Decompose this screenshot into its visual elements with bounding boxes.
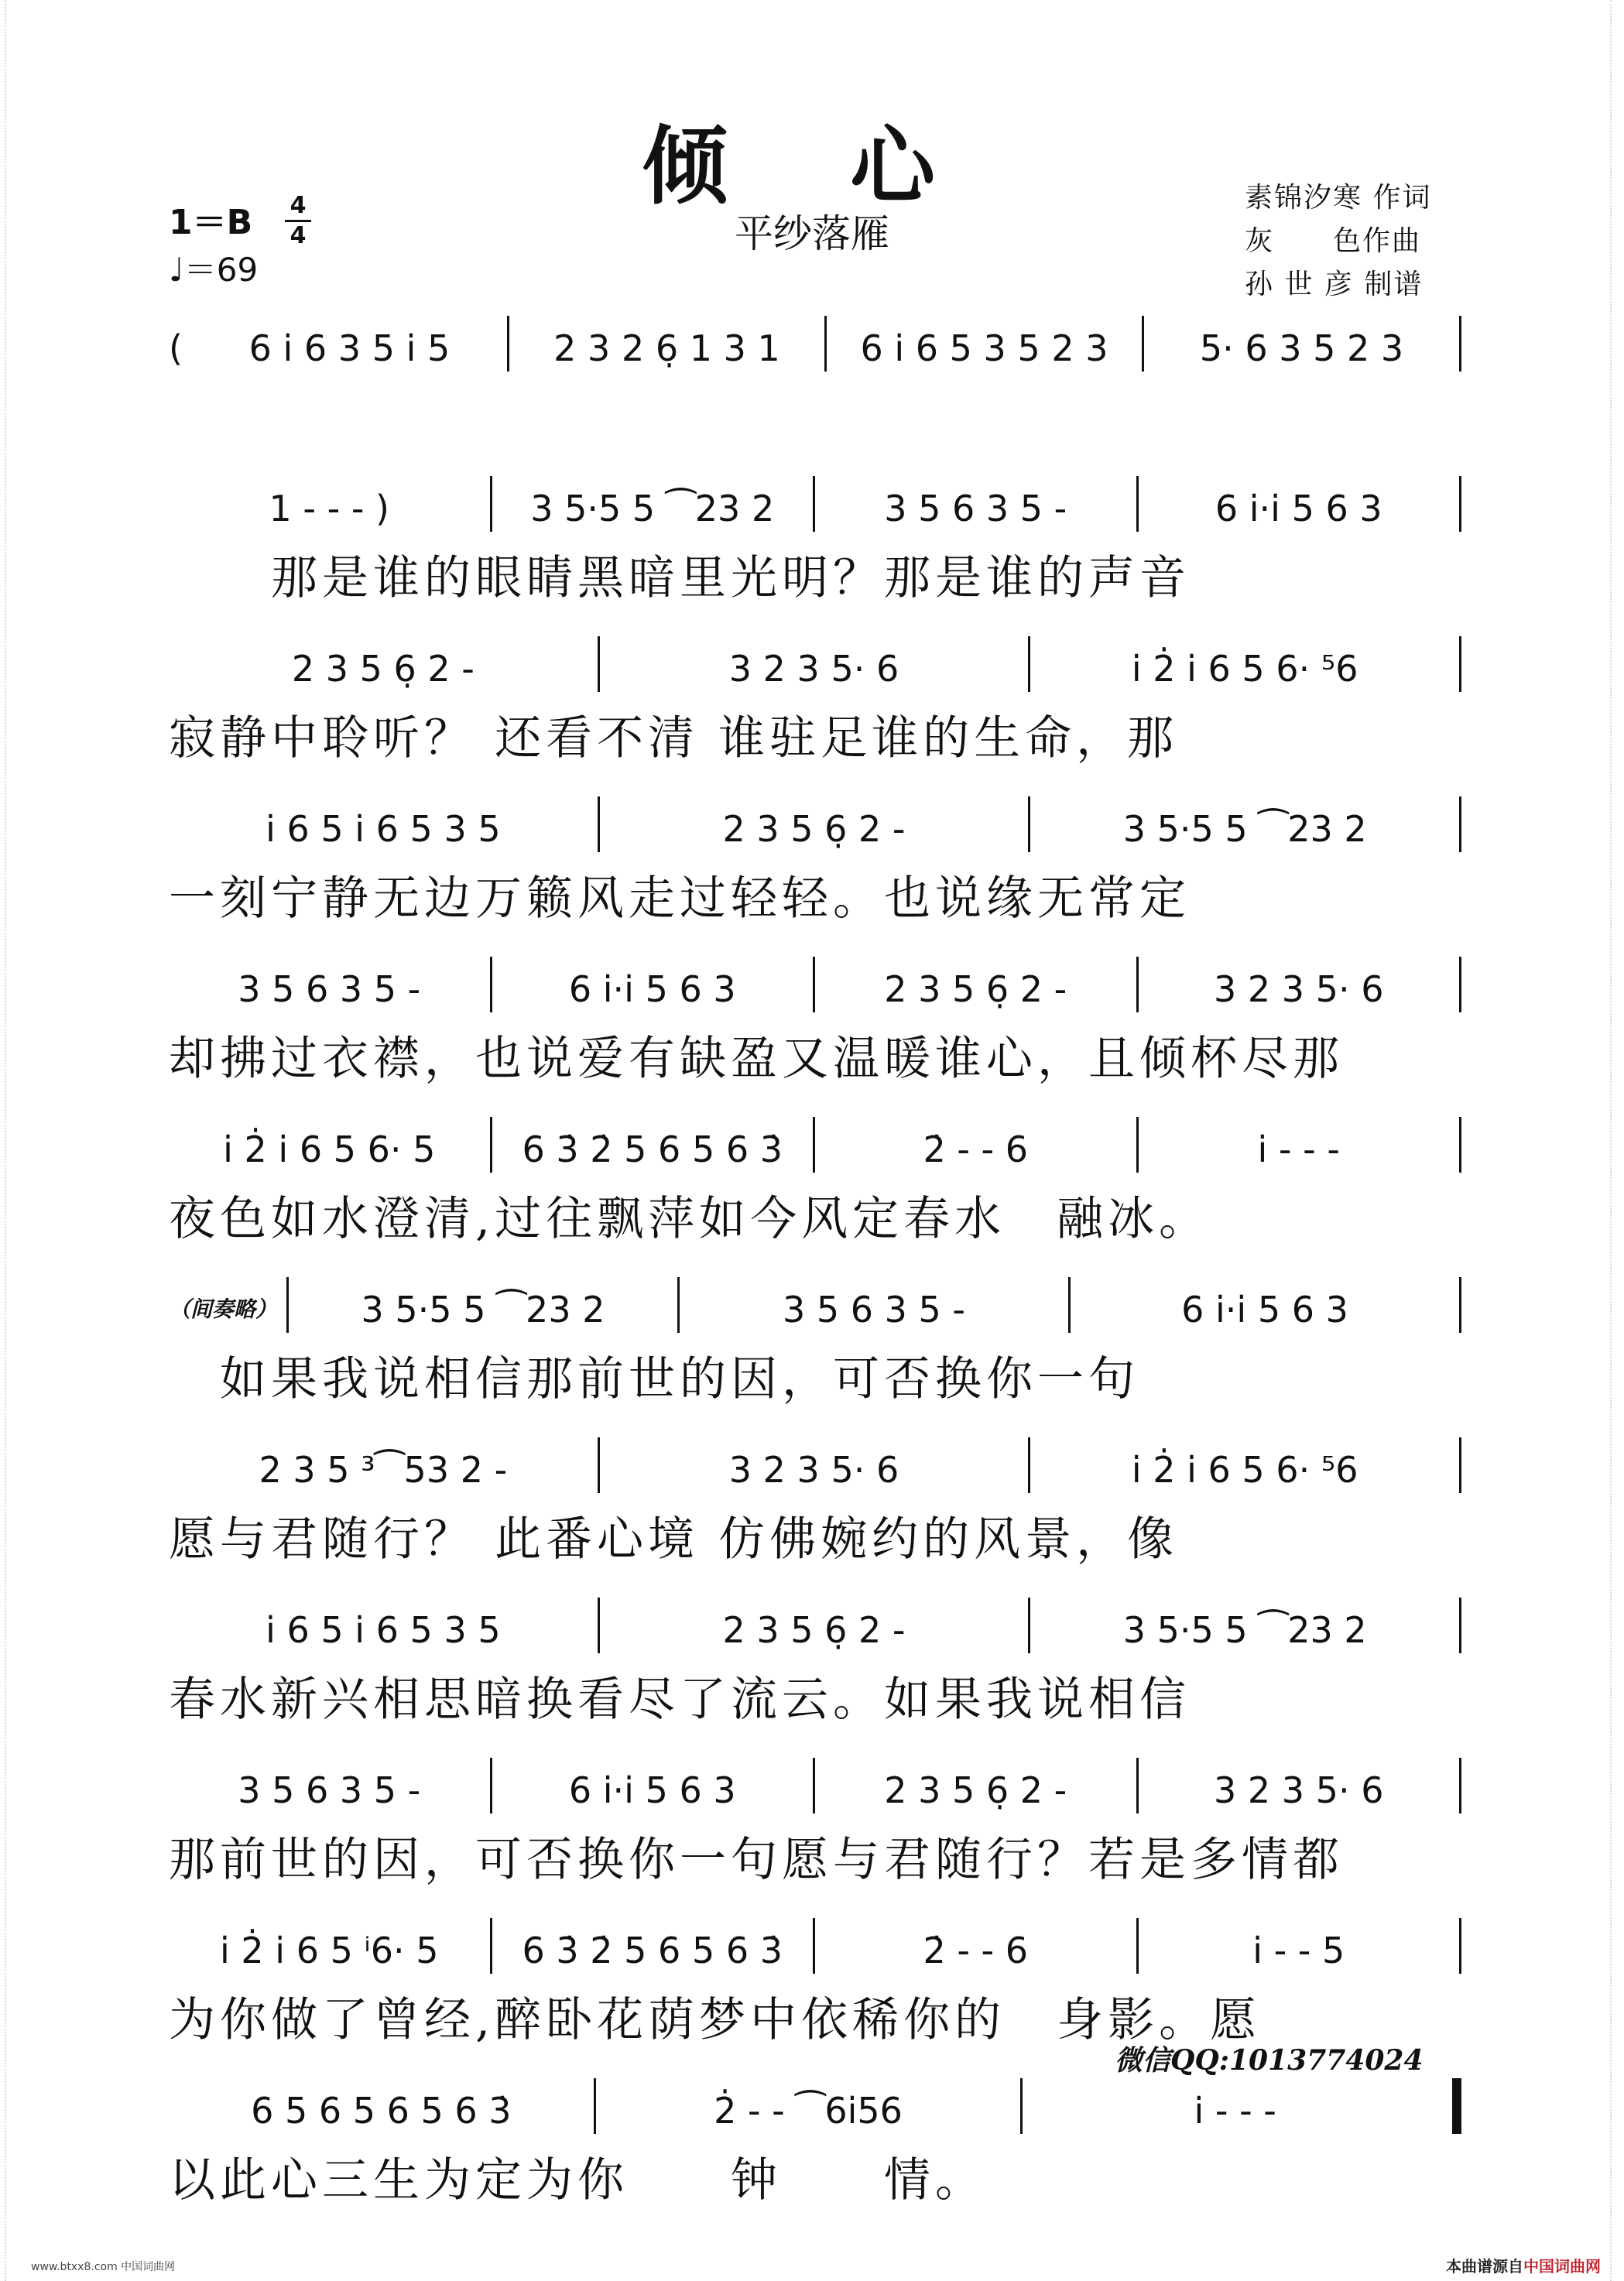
measure: i̇ - - -	[1194, 2090, 1276, 2132]
barline	[1459, 1598, 1461, 1653]
measure: 3 2 3 5· 6	[728, 1449, 899, 1491]
measure: 1 - - - )	[269, 488, 389, 529]
lyric-line: 寂静中聆听？ 还看不清 谁驻足谁的生命，那	[169, 711, 1179, 765]
repeat-open: (	[169, 327, 183, 369]
notation-line	[169, 1752, 1461, 1813]
measure: 2 3 5 ³⁀53 2 -	[259, 1449, 508, 1491]
lyric-line: 如果我说相信那前世的因，可否换你一句	[169, 1352, 1139, 1406]
notation-line	[169, 1912, 1461, 1974]
lyric-line: 却拂过衣襟，也说爱有缺盈又温暖谁心，且倾杯尽那	[169, 1032, 1344, 1086]
song-subtitle: 平纱落雁	[735, 211, 889, 256]
measure: i̇ - - 5	[1252, 1930, 1345, 1971]
footer-source	[1446, 2254, 1601, 2276]
notation-line	[169, 2072, 1461, 2134]
measure: 3 2 3 5· 6	[1214, 968, 1384, 1010]
credit-lyricist: 素锦汐寒 作词	[1245, 182, 1432, 214]
measure: 5· 6 3 5 2 3	[1199, 327, 1404, 369]
barline	[1459, 1758, 1461, 1813]
measure: 6 i̇·i̇ 5 6 3	[568, 1769, 736, 1811]
measure: 6 i̇·i̇ 5 6 3	[568, 968, 736, 1010]
barline	[1459, 1918, 1461, 1974]
measure: 3 5·5 5 ⁀23 2	[1122, 808, 1367, 850]
notation-line	[169, 1111, 1461, 1173]
measure: 3 5 6 3 5 -	[884, 488, 1067, 529]
lyric-line: 那前世的因，可否换你一句愿与君随行？若是多情都	[169, 1833, 1344, 1887]
barline	[1459, 1117, 1461, 1173]
measure: 2 3 5 6̣ 2 -	[722, 1609, 906, 1651]
measure: 3 5·5 5 ⁀23 2	[530, 488, 775, 529]
measure: 2 3 5 6̣ 2 -	[291, 648, 475, 690]
footer-site: www.btxx8.com 中国词曲网	[31, 2261, 176, 2273]
left-edge-watermark	[5, 0, 15, 2281]
measure: 2 3 5 6̣ 2 -	[722, 808, 906, 850]
measure: 3 5 6 3 5 -	[238, 968, 421, 1010]
notation-line	[169, 790, 1461, 852]
notation-line	[169, 950, 1461, 1012]
barline	[1459, 316, 1461, 372]
measure: 3 5 6 3 5 -	[782, 1289, 966, 1331]
credit-engraver: 孙 世 彦 制谱	[1245, 269, 1424, 300]
meter-top: 4	[290, 192, 307, 219]
measure: 3 2 3 5· 6	[728, 648, 899, 690]
measure: 6 i̇ 6 5 3 5 2 3	[860, 327, 1108, 369]
measure: 6 5 6 5 6 5 6 3̇	[251, 2090, 512, 2132]
measure: 2 3 5 6̣ 2 -	[884, 968, 1067, 1010]
measure: i̇ - - -	[1257, 1129, 1340, 1170]
song-title: 倾 心	[642, 116, 982, 216]
measure: 3 2 3 5· 6	[1214, 1769, 1384, 1811]
measure: 2̇ - - 6	[923, 1930, 1029, 1971]
notation-line	[169, 630, 1461, 692]
notation-line	[169, 1591, 1461, 1653]
lyric-line: 春水新兴相思暗换看尽了流云。如果我说相信	[169, 1673, 1191, 1727]
barline	[1459, 796, 1461, 852]
barline	[1459, 957, 1461, 1012]
notation-line	[169, 1271, 1461, 1333]
measure: 6 3̇ 2̇ 5 6 5 6 3̇	[522, 1930, 783, 1971]
time-signature	[285, 194, 311, 248]
measure: 2 3 2 6̣ 1 3 1	[553, 327, 780, 369]
barline	[1459, 1277, 1461, 1333]
measure: 6 i̇·i̇ 5 6 3	[1215, 488, 1382, 529]
lyric-line: 愿与君随行？ 此番心境 仿佛婉约的风景，像	[169, 1512, 1179, 1567]
notation-line	[169, 1431, 1461, 1493]
measure: i̇ 2̇ i̇ 6 5 ⁱ6· 5	[220, 1930, 439, 1971]
lyric-line: 为你做了曾经,醉卧花荫梦中依稀你的 身影。愿	[169, 1993, 1262, 2047]
measure: i̇ 6 5 i̇ 6 5 3 5	[266, 1609, 501, 1651]
credit-composer: 灰 色作曲	[1245, 225, 1422, 257]
measure: 3 5 6 3 5 -	[238, 1769, 421, 1811]
barline	[1459, 1437, 1461, 1493]
contact-info: 微信QQ:1013774024	[1115, 2044, 1424, 2077]
footer-source-label: 本曲谱源自	[1446, 2257, 1523, 2276]
measure: 3 5·5 5 ⁀23 2	[361, 1289, 605, 1331]
measure: i̇ 2̇ i̇ 6 5 6· 5	[223, 1129, 436, 1170]
measure: 2̇ - - ⁀6i̇56	[714, 2090, 903, 2132]
measure: i̇ 2̇ i̇ 6 5 6· ⁵6	[1131, 1449, 1358, 1491]
right-edge-watermark	[1610, 0, 1621, 2281]
meter-bottom: 4	[290, 222, 307, 249]
measure: 6 i̇ 6 3 5 i̇ 5	[248, 327, 451, 369]
footer-brand: 中国词曲网	[1523, 2257, 1601, 2276]
interlude-label: （间奏略）	[169, 1296, 278, 1322]
measure: 6 i̇·i̇ 5 6 3	[1181, 1289, 1348, 1331]
measure: i̇ 6 5 i̇ 6 5 3 5	[266, 808, 501, 850]
barline	[1459, 636, 1461, 692]
measure: i̇ 2̇ i̇ 6 5 6· ⁵6	[1131, 648, 1358, 690]
barline	[1459, 476, 1461, 532]
notation-line	[169, 470, 1461, 532]
final-barline	[1452, 2078, 1461, 2134]
notation-line	[169, 310, 1461, 372]
measure: 2̇ - - 6	[923, 1129, 1029, 1170]
measure: 3 5·5 5 ⁀23 2	[1122, 1609, 1367, 1651]
measure: 2 3 5 6̣ 2 -	[884, 1769, 1067, 1811]
measure: 6 3̇ 2̇ 5 6 5 6 3̇	[522, 1129, 783, 1170]
credits	[1245, 176, 1461, 307]
lyric-line: 一刻宁静无边万籁风走过轻轻。也说缘无常定	[169, 872, 1191, 926]
lyric-line: 那是谁的眼睛黑暗里光明？那是谁的声音	[169, 551, 1191, 605]
tempo-marking: ♩＝69	[169, 251, 259, 289]
lyric-line: 以此心三生为定为你 钟 情。	[169, 2153, 986, 2207]
lyric-line: 夜色如水澄清,过往飘萍如今风定春水 融冰。	[169, 1192, 1211, 1246]
key-signature: 1＝B	[169, 203, 253, 242]
